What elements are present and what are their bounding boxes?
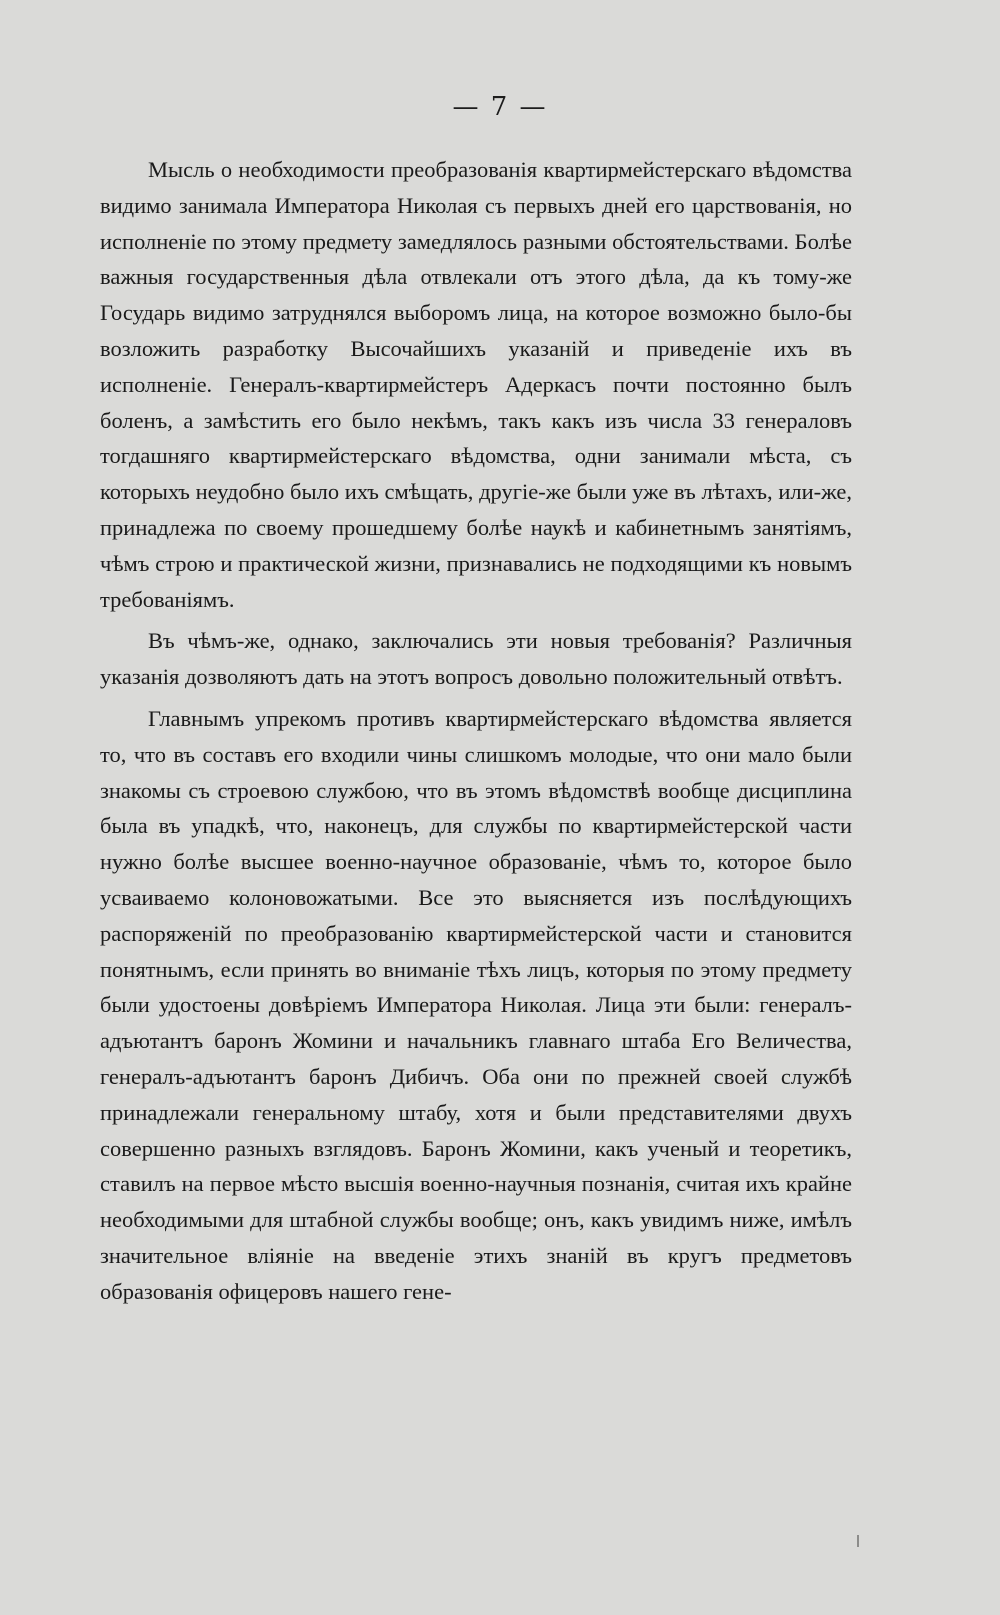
paragraph-2: Въ чѣмъ-же, однако, заключались эти новыя требованія? Различныя указанія дозволяютъ дать на этотъ вопросъ довольно положительный отвѣтъ. [100, 628, 852, 690]
page-number: — 7 — [452, 92, 548, 122]
paragraph-1: Мысль о необходимости преобразованія квартирмейстерскаго вѣдомства видимо занимала Императора Николая съ первыхъ дней его царствованія, но исполненіе по этому предмету замедлялось разными обстоятельствами. Болѣе важныя государственныя дѣла отвлекали отъ этого дѣла, да къ тому-же Государь видимо затруднялся выборомъ лица, на которое возможно было-бы возложить разработку Высочайшихъ указаній и приведеніе ихъ въ исполненіе. Генералъ-квартирмейстеръ Адеркасъ почти постоянно былъ боленъ, а замѣстить его было некѣмъ, такъ какъ изъ числа 33 генераловъ тогдашняго квартирмейстерскаго вѣдомства, одни занимали мѣста, съ которыхъ неудобно было ихъ смѣщать, другіе-же были уже въ лѣтахъ, или-же, принадлежа по своему прошедшему болѣе наукѣ и кабинетнымъ занятіямъ, чѣмъ строю и практической жизни, признавались не подходящими къ новымъ требованіямъ. [100, 157, 852, 612]
paragraph-3: Главнымъ упрекомъ противъ квартирмейстерскаго вѣдомства является то, что въ составъ его входили чины слишкомъ молодые, что они мало были знакомы съ строевою службою, что въ этомъ вѣдомствѣ вообще дисциплина была въ упадкѣ, что, наконецъ, для службы по квартирмейстерской части нужно болѣе высшее военно-научное образованіе, чѣмъ то, которое было усваиваемо колоновожатыми. Все это выясняется изъ послѣдующихъ распоряженій по преобразованію квартирмейстерской части и становится понятнымъ, если принять во вниманіе тѣхъ лицъ, которыя по этому предмету были удостоены довѣріемъ Императора Николая. Лица эти были: генералъ-адъютантъ баронъ Жомини и начальникъ главнаго штаба Его Величества, генералъ-адъютантъ баронъ Дибичъ. Оба они по прежней своей службѣ принадлежали генеральному штабу, хотя и были представителями двухъ совершенно разныхъ взглядовъ. Баронъ Жомини, какъ ученый и теоретикъ, ставилъ на первое мѣсто высшія военно-научныя познанія, считая ихъ крайне необходимыми для штабной службы вообще; онъ, какъ увидимъ ниже, имѣлъ значительное вліяніе на введеніе этихъ знаній въ кругъ предметовъ образованія офицеровъ нашего гене- [100, 705, 852, 1304]
page-body-text [100, 152, 852, 1310]
paper-speck-mark [857, 1535, 859, 1547]
